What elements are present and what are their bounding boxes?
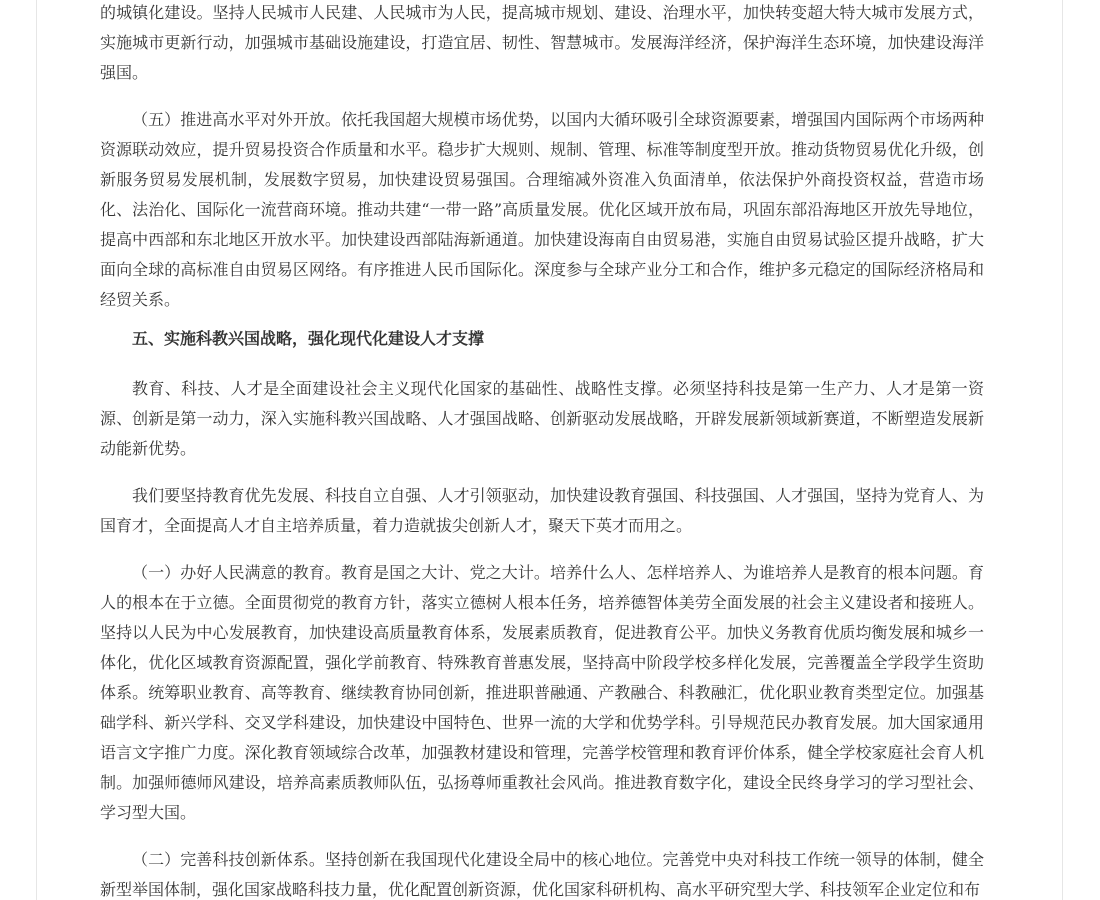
page-frame [36, 0, 1063, 900]
article-paragraph: （二）完善科技创新体系。坚持创新在我国现代化建设全局中的核心地位。完善党中央对科技工作统一领导的体制，健全新型举国体制，强化国家战略科技力量，优化配置创新资源，优化国家科研机构、高水平研究型大学、科技领军企业定位和布 [100, 850, 984, 899]
article-paragraph: 的城镇化建设。坚持人民城市人民建、人民城市为人民，提高城市规划、建设、治理水平，加快转变超大特大城市发展方式，实施城市更新行动，加强城市基础设施建设，打造宜居、韧性、智慧城市。发展海洋经济，保护海洋生态环境，加快建设海洋强国。 [100, 3, 984, 82]
article-paragraph: 教育、科技、人才是全面建设社会主义现代化国家的基础性、战略性支撑。必须坚持科技是第一生产力、人才是第一资源、创新是第一动力，深入实施科教兴国战略、人才强国战略、创新驱动发展战略，开辟发展新领域新赛道，不断塑造发展新动能新优势。 [100, 379, 984, 458]
section-heading: 五、实施科教兴国战略，强化现代化建设人才支撑 [132, 329, 485, 348]
article-paragraph: （五）推进高水平对外开放。依托我国超大规模市场优势，以国内大循环吸引全球资源要素，增强国内国际两个市场两种资源联动效应，提升贸易投资合作质量和水平。稳步扩大规则、规制、管理、标准等制度型开放。推动货物贸易优化升级，创新服务贸易发展机制，发展数字贸易，加快建设贸易强国。合理缩减外资准入负面清单，依法保护外商投资权益，营造市场化、法治化、国际化一流营商环境。推动共建“一带一路”高质量发展。优化区域开放布局，巩固东部沿海地区开放先导地位，提高中西部和东北地区开放水平。加快建设西部陆海新通道。加快建设海南自由贸易港，实施自由贸易试验区提升战略，扩大面向全球的高标准自由贸易区网络。有序推进人民币国际化。深度参与全球产业分工和合作，维护多元稳定的国际经济格局和经贸关系。 [100, 110, 984, 309]
article-paragraph: 我们要坚持教育优先发展、科技自立自强、人才引领驱动，加快建设教育强国、科技强国、人才强国，坚持为党育人、为国育才，全面提高人才自主培养质量，着力造就拔尖创新人才，聚天下英才而用之。 [100, 486, 984, 535]
article-paragraph: （一）办好人民满意的教育。教育是国之大计、党之大计。培养什么人、怎样培养人、为谁培养人是教育的根本问题。育人的根本在于立德。全面贯彻党的教育方针，落实立德树人根本任务，培养德智体美劳全面发展的社会主义建设者和接班人。坚持以人民为中心发展教育，加快建设高质量教育体系，发展素质教育，促进教育公平。加快义务教育优质均衡发展和城乡一体化，优化区域教育资源配置，强化学前教育、特殊教育普惠发展，坚持高中阶段学校多样化发展，完善覆盖全学段学生资助体系。统筹职业教育、高等教育、继续教育协同创新，推进职普融通、产教融合、科教融汇，优化职业教育类型定位。加强基础学科、新兴学科、交叉学科建设，加快建设中国特色、世界一流的大学和优势学科。引导规范民办教育发展。加大国家通用语言文字推广力度。深化教育领域综合改革，加强教材建设和管理，完善学校管理和教育评价体系，健全学校家庭社会育人机制。加强师德师风建设，培养高素质教师队伍，弘扬尊师重教社会风尚。推进教育数字化，建设全民终身学习的学习型社会、学习型大国。 [100, 563, 984, 822]
article-body [100, 0, 984, 900]
